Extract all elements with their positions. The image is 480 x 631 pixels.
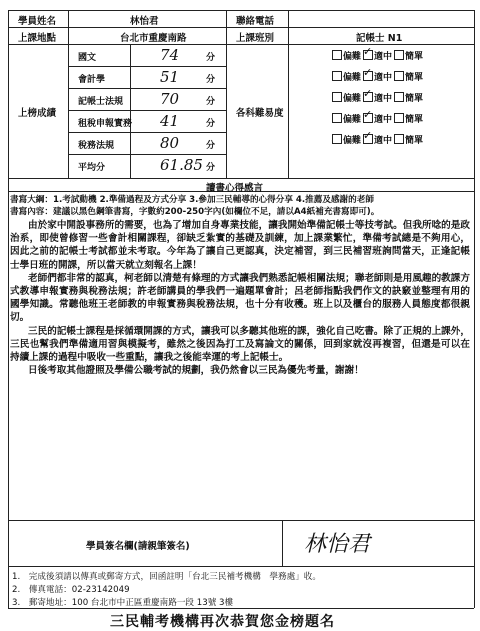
score-unit: 分 <box>206 163 216 173</box>
testimony-paragraph: 由於家中開設事務所的需要，也為了增加自身專業技能，讓我開始準備記帳士等技考試。但我所唸的是政治系，即使曾修習一些會計相關課程，卻缺乏紮實的基礎及訓練，加上課業繁忙，準備考試總是不夠用心，因此之前的記帳士考試都並未考取。今年為了讓自己更認真，決定補習，到三民補習班詢問當天，正逢記帳士學日班的開課，所以當天就立刻報名上課！ <box>10 220 470 271</box>
score-unit: 分 <box>206 119 216 129</box>
testimony-outline: 書寫大綱：1.考試動機 2.準備過程及方式分享 3.參加三民輔導的心得分享 4.推薦及感謝的老師 <box>10 195 374 205</box>
score-value: 70 <box>160 90 180 108</box>
difficulty-option-label: 適中 <box>374 136 393 146</box>
student-name-value: 林怡君 <box>130 16 159 27</box>
difficulty-option-label: 偏難 <box>343 136 362 146</box>
score-unit: 分 <box>206 97 216 107</box>
signature-value: 林怡君 <box>304 532 371 557</box>
footer-note-3: 3. 郵寄地址：100 台北市中正區重慶南路一段 13號 3樓 <box>12 598 234 608</box>
signature-label: 學員簽名欄(請親筆簽名) <box>86 541 190 552</box>
rule-signature-bottom <box>8 566 474 567</box>
testimony-paragraph: 日後考取其他證照及學備公職考試的規劃，我仍然會以三民為優先考量，謝謝！ <box>28 365 364 377</box>
rule-signature-top <box>8 520 474 521</box>
testimony-requirements: 書寫內容：建議以黑色鋼筆書寫，字數約200-250字內(如欄位不足，請以A4紙補充書寫即可)。 <box>10 207 380 217</box>
score-subject-name: 國文 <box>78 53 97 63</box>
difficulty-row <box>332 91 425 104</box>
difficulty-option-label: 偏難 <box>343 73 362 83</box>
class-shift-value: 記帳士 N1 <box>356 33 403 44</box>
difficulty-checkbox[interactable] <box>332 134 342 144</box>
difficulty-checkbox[interactable] <box>394 71 404 81</box>
footer-note-1: 1. 完成後須請以傳真或郵寄方式，回函註明「台北三民補考機構 學務處」收。 <box>12 572 321 582</box>
testimony-body <box>10 219 470 377</box>
difficulty-checkbox[interactable] <box>363 134 373 144</box>
rule-score-4 <box>68 132 226 133</box>
difficulty-checkbox[interactable] <box>332 50 342 60</box>
difficulty-checkbox[interactable] <box>363 50 373 60</box>
class-location-value: 台北市重慶南路 <box>120 33 187 44</box>
score-unit: 分 <box>206 141 216 151</box>
difficulty-checkbox[interactable] <box>394 50 404 60</box>
difficulty-checkbox[interactable] <box>363 71 373 81</box>
difficulty-option-label: 簡單 <box>405 94 424 104</box>
score-value: 51 <box>160 68 180 86</box>
difficulty-row <box>332 112 425 125</box>
difficulty-option-label: 偏難 <box>343 115 362 125</box>
difficulty-checkbox[interactable] <box>363 92 373 102</box>
rule-col-right-label <box>288 10 289 178</box>
score-subject-name: 會計學 <box>78 75 106 85</box>
score-value: 41 <box>160 112 180 130</box>
score-value: 80 <box>160 134 180 152</box>
rule-score-5 <box>68 154 226 155</box>
rule-left <box>8 10 9 608</box>
score-subject-name: 記帳士法規 <box>78 97 124 107</box>
testimony-paragraph: 三民的記帳士課程是採循環開課的方式，讓我可以多聽其他班的課，強化自己吃書。除了正規的上課外，三民也幫我們準備適用習與模擬考，雖然之後因為打工及寫論文的關係，回到家就沒再複習，但還是可以在持續上課的過程中吸收一些重點，讓我之後能幸運的考上記帳士。 <box>10 325 470 364</box>
rule-top <box>8 10 474 11</box>
score-subject-name: 租稅申報實務 <box>78 119 133 129</box>
difficulty-option-label: 偏難 <box>343 52 362 62</box>
difficulty-option-label: 適中 <box>374 94 393 104</box>
score-value: 61.85 <box>160 156 203 174</box>
score-value: 74 <box>160 46 180 64</box>
rule-score-2 <box>68 88 226 89</box>
difficulty-label: 各科難易度 <box>236 108 284 119</box>
difficulty-option-label: 適中 <box>374 115 393 125</box>
congrats-banner: 三民輔考機構再次恭賀您金榜題名 <box>110 614 335 630</box>
rule-sig-split <box>282 520 283 566</box>
rule-footer-bottom <box>8 608 474 609</box>
difficulty-checkbox[interactable] <box>394 134 404 144</box>
scores-section-label: 上榜成績 <box>18 108 57 119</box>
difficulty-option-label: 簡單 <box>405 73 424 83</box>
difficulty-option-label: 適中 <box>374 73 393 83</box>
score-unit: 分 <box>206 53 216 63</box>
difficulty-option-label: 適中 <box>374 52 393 62</box>
difficulty-row <box>332 133 425 146</box>
testimony-paragraph: 老師們都非常的認真，柯老師以清楚有條理的方式讓我們熟悉記帳相關法規；聯老師則是用風趣的教課方式教導申報實務與稅務法規；許老師講員的學我們一遍題單會計；呂老師指點我們作文的訣竅並整理有用的國學知識。常聽他班王老師教的申報實務與稅務法規，也十分有收穫。班上以及櫃台的服務人員態度都很親切。 <box>10 272 470 324</box>
difficulty-checkbox[interactable] <box>363 113 373 123</box>
rule-score-1 <box>68 66 226 67</box>
score-subject-name: 稅務法規 <box>78 141 115 151</box>
class-location-label: 上課地點 <box>18 33 57 44</box>
difficulty-option-label: 簡單 <box>405 52 424 62</box>
difficulty-checkbox[interactable] <box>394 92 404 102</box>
rule-diff-head <box>288 44 474 45</box>
footer-note-2: 2. 傳真電話：02-23142049 <box>12 585 130 595</box>
difficulty-option-label: 簡單 <box>405 115 424 125</box>
rule-score-3 <box>68 110 226 111</box>
difficulty-checkbox[interactable] <box>332 71 342 81</box>
score-subject-name: 平均分 <box>78 163 106 173</box>
rule-row1 <box>8 27 474 28</box>
difficulty-row <box>332 70 425 83</box>
difficulty-checkbox[interactable] <box>332 113 342 123</box>
rule-col-score-label <box>130 44 131 178</box>
class-shift-label: 上課班別 <box>236 33 275 44</box>
testimony-title: 讀書心得感言 <box>206 183 264 194</box>
rule-col-mid <box>226 10 227 178</box>
student-name-label: 學員姓名 <box>18 16 57 27</box>
difficulty-option-label: 簡單 <box>405 136 424 146</box>
contact-phone-label: 聯絡電話 <box>236 16 275 27</box>
score-unit: 分 <box>206 75 216 85</box>
rule-right <box>474 10 475 608</box>
difficulty-option-label: 偏難 <box>343 94 362 104</box>
rule-col1 <box>68 10 69 178</box>
rule-scores-bottom <box>8 178 474 179</box>
difficulty-checkbox[interactable] <box>394 113 404 123</box>
difficulty-checkbox[interactable] <box>332 92 342 102</box>
difficulty-row <box>332 49 425 62</box>
